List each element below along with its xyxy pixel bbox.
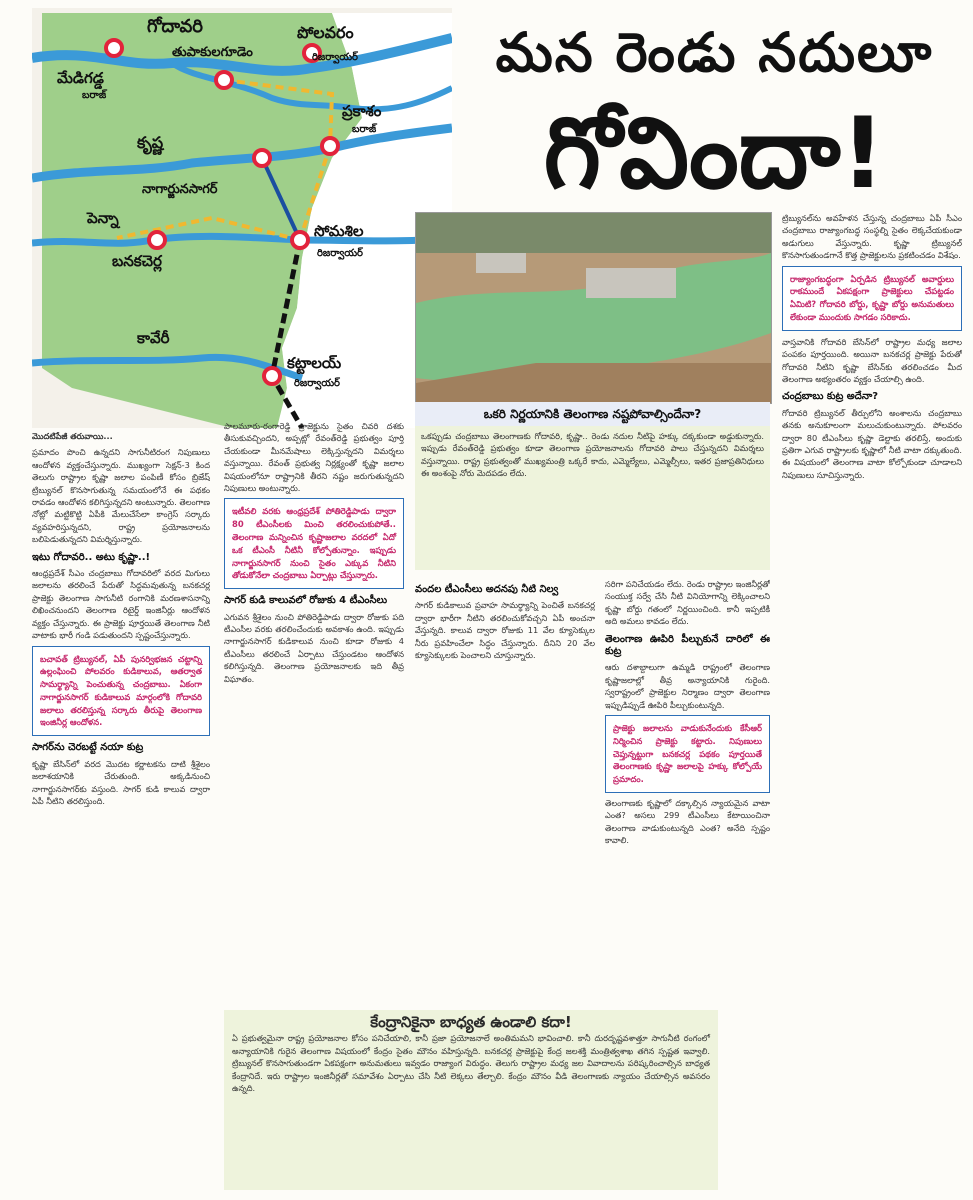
- label-prakasam: ప్రకాశం: [342, 102, 382, 120]
- project-photo: [415, 212, 772, 404]
- col1-lead: మొదటిపేజీ తరువాయి...: [32, 431, 113, 441]
- photo-caption: ఒకరి నిర్ణయానికి తెలంగాణ నష్టపోవాల్సిందేనా?: [415, 402, 770, 426]
- col2-highlight-box: ఇటీవలి వరకు ఆంధ్రప్రదేశ్ పోతిరెడ్డిపాడు ద్వారా 80 టీఎంసీలకు మించి తరలించుకుపోతే.. తెలంగాణ మన్నించిన కృష్ణాజలాల వరదలో ఏదో ఒక టీఎంసీ నీటినీ కోల్పోతున్నాం. ఇప్పుడు నాగార్జునసాగర్ నుంచి సైతం ఎక్కువ నీటిని తోడుకోనేలా చంద్రబాబు ఏర్పాట్లు చేస్తున్నారు.: [224, 498, 404, 589]
- label-medigadda: మేడిగడ్డ: [57, 69, 104, 87]
- col3-subhead1: వందల టీఎంసీలు అదనపు నీటి నిల్వ: [415, 584, 559, 595]
- col1-highlight-box: బచావత్ ట్రిబ్యునల్, ఏపీ పునర్విభజన చట్టాన్ని ఉల్లంఘించి పోలవరం కుడికాలువ, ఆతర్వాత సామర్థ్యాన్ని పెంచుతున్న చంద్రబాబు. ఏకంగా నాగార్జునసాగర్ కుడికాలువ మార్గంలోకి గోదావరి జలాలు తరలిస్తున్న సర్కారు తీరుపై తెలంగాణ ఇంజినీర్ల ఆందోళన.: [32, 646, 210, 737]
- label-godavari: గోదావరి: [147, 16, 203, 37]
- col4-subhead1: తెలంగాణ ఊపిరి పీల్చుకునే దారిలో ఈ కుట్ర: [605, 633, 770, 658]
- col5-para2: వాస్తవానికి గోదావరి బేసిన్‌లో రాష్ట్రాల మధ్య జలాల పంపకం పూర్తయింది. అయినా బనకచర్ల ప్రాజెక్టు పేరుతో గోదావరి నీటిని కృష్ణా బేసిన్‌కు తరలించడం మీద తెలంగాణ అభ్యంతరం వ్యక్తం చేయాల్సి ఉంది.: [782, 336, 962, 385]
- map-node-thupakulagudem: [216, 72, 232, 88]
- map-node-banakacherla: [149, 232, 165, 248]
- column-2: [224, 420, 404, 1005]
- center-box-body: ఏ ప్రభుత్వమైనా రాష్ట్ర ప్రయోజనాల కోసం పనిచేయాలి, కానీ ప్రజా ప్రయోజనాలే అంతిమమని భావించాలి. కానీ దురదృష్టవశాత్తూ సాగునీటి రంగంలో అన్యాయానికి గురైన తెలంగాణ విషయంలో కేంద్రం సైతం మౌనం వహిస్తున్నది. బనకచర్ల ప్రాజెక్టుపై కేంద్ర జలశక్తి మంత్రిత్వశాఖ తగిన స్పష్టత ఇవ్వాలి. ట్రిబ్యునల్ కొనసాగుతుండగా ఏకపక్షంగా అనుమతులు ఇవ్వడం రాజ్యాంగ విరుద్ధం. తెలుగు రాష్ట్రాల మధ్య జల వివాదాలను పరిష్కరించాల్సిన బాధ్యత కేంద్రానిదే. ఇరు రాష్ట్రాల ఇంజినీర్లతో సమావేశం ఏర్పాటు చేసి నీటి లెక్కలు తేల్చాలి. కేంద్రం మౌనం వీడి తెలంగాణకు న్యాయం చేయాల్సిన అవసరం ఉన్నది.: [232, 1033, 710, 1094]
- label-penna: పెన్నా: [87, 209, 119, 227]
- col2-para2: ఎగువన శ్రీశైలం నుంచి పోతిరెడ్డిపాడు ద్వారా రోజుకు పది టీఎంసీల వరకు తరలించేందుకు అవకాశం ఉంది. ఇప్పుడు నాగార్జునసాగర్ కుడికాలువ నుంచి కూడా రోజుకు 4 టీఎంసీలు తరలించే ఏర్పాటు చేస్తుండటం ఆందోళన కలిగిస్తున్నది. తెలంగాణ ప్రయోజనాలకు ఇది తీవ్ర విఘాతం.: [224, 611, 404, 684]
- map-node-kattalai: [264, 368, 280, 384]
- label-kattalai-sub: రిజర్వాయర్: [294, 378, 340, 389]
- col5-highlight-box: రాజ్యాంగబద్ధంగా ఏర్పడిన ట్రిబ్యునల్ అవార్డులు రాకముందే ఏకపక్షంగా ప్రాజెక్టులు చేపట్టడం ఏమిటి? గోదావరి బోర్డు, కృష్ణా బోర్డు అనుమతులు లేకుండా ముందుకు సాగడం సరికాదు.: [782, 266, 962, 331]
- map-node-prakasam: [322, 138, 338, 154]
- center-box: [224, 1010, 718, 1190]
- column-5: [782, 212, 962, 1192]
- label-nagarjunasagar: నాగార్జునసాగర్: [142, 182, 218, 197]
- col5-subhead1: చంద్రబాబు కుట్ర అదేనా?: [782, 391, 879, 403]
- col2-para1: పాలమూరు-రంగారెడ్డి ప్రాజెక్టును సైతం చివరి దశకు తీసుకువచ్చిందని, అప్పట్లో రేవంత్‌రెడ్డి ప్రభుత్వం పూర్తి చేయకుండా మీనమేషాలు లెక్కిస్తున్నదని విమర్శలు వస్తున్నాయి. రేవంత్ ప్రభుత్వ నిర్లక్ష్యంతో కృష్ణా జలాల విషయంలోనూ రాష్ట్రానికి తీరని నష్టం జరుగుతున్నదని నిపుణులు అంటున్నారు.: [224, 421, 404, 494]
- label-prakasam-sub: బరాజ్: [352, 124, 377, 135]
- headline-line2: గోవిందా!: [543, 97, 886, 211]
- column-3-top: [415, 426, 770, 570]
- col1-subhead2: సాగర్‌ను చెరబట్టే నయా కుట్ర: [32, 742, 144, 754]
- map-node-medigadda: [106, 40, 122, 56]
- col3-para1: ఒకప్పుడు చంద్రబాబు తెలంగాణకు గోదావరి, కృష్ణా.. రెండు నదుల నీటిపై హక్కు దక్కకుండా అడ్డుకున్నారు. ఇప్పుడు రేవంత్‌రెడ్డి ప్రభుత్వం కూడా తెలంగాణ ప్రయోజనాలను గోదావరి పాలు చేస్తున్నదని విమర్శలు వస్తున్నాయి. రాష్ట్ర ప్రభుత్వంతో ముఖ్యమంత్రి ఒక్కరే కాదు, ఎమ్మెల్యేలు, ఎమ్మెల్సీలు, ఇతర ప్రజాప్రతినిధులు ఈ అంశంపై నోరు మెదపడం లేదు.: [421, 431, 764, 479]
- headline: [462, 18, 967, 214]
- label-medigadda-sub: బరాజ్: [82, 90, 107, 101]
- col3-para2: సాగర్ కుడికాలువ ప్రవాహ సామర్థ్యాన్ని పెంచితే బనకచర్ల ద్వారా భారీగా నీటిని తరలించుకోవచ్చని ఏపీ అంచనా వేస్తున్నది. కాలువ ద్వారా రోజుకు 11 వేల క్యూసెక్కుల నీరు ప్రవహించేలా సిద్ధం చేస్తున్నారు. దీనిని 20 వేల క్యూసెక్కులకు పెంచాలని చూస్తున్నారు.: [415, 600, 595, 661]
- col1-para3: కృష్ణా బేసిన్‌లో వరద మొదట కర్ణాటకను దాటి శ్రీశైలం జలాశయానికి చేరుతుంది. అక్కడినుంచి నాగార్జునసాగర్‌కు వస్తుంది. సాగర్ కుడి కాలువ ద్వారా ఏపీ నీటిని తరలిస్తుంది.: [32, 758, 210, 806]
- col1-subhead1: ఇటు గోదావరి.. అటు కృష్ణా..!: [32, 551, 151, 563]
- label-kattalai: కట్టాలయ్: [287, 354, 342, 372]
- label-polavaram-sub: రిజర్వాయర్: [312, 52, 358, 63]
- col4-para3: తెలంగాణకు కృష్ణాలో దక్కాల్సిన న్యాయమైన వాటా ఎంత? అసలు 299 టీఎంసీలు కేటాయించినా తెలంగాణ వాడుకుంటున్నది ఎంత? అనేది స్పష్టం కావాలి.: [605, 798, 770, 846]
- label-kaveri: కావేరీ: [137, 329, 170, 347]
- col4-para2: ఆరు దశాబ్దాలుగా ఉమ్మడి రాష్ట్రంలో తెలంగాణ కృష్ణాజలాల్లో తీవ్ర అన్యాయానికి గురైంది. స్వరాష్ట్రంలో ప్రాజెక్టుల నిర్మాణం ద్వారా తెలంగాణ ఇప్పుడిప్పుడే ఊపిరి పీల్చుకుంటున్నది.: [605, 662, 770, 710]
- col5-para1: ట్రిబ్యునల్‌ను అవహేళన చేస్తున్న చంద్రబాబు ఏపీ సీఎం చంద్రబాబు రాజ్యాంగబద్ధ సంస్థల్ని సైతం లెక్కచేయకుండా అడుగులు వేస్తున్నారు. కృష్ణా ట్రిబ్యునల్ కొనసాగుతుండగానే కొత్త ప్రాజెక్టులను ప్రకటించడం విశేషం.: [782, 213, 962, 261]
- label-thupakulagudem: తుపాకులగూడెం: [172, 45, 253, 60]
- label-somasila: సోమశిల: [314, 222, 364, 240]
- col5-para3: గోదావరి ట్రిబ్యునల్ తీర్పులోని అంశాలను చంద్రబాబు తనకు అనుకూలంగా మలుచుకుంటున్నారు. పోలవరం ద్వారా 80 టీఎంసీలు కృష్ణా డెల్టాకు తరలిస్తే, అందుకు ప్రతిగా ఎగువ రాష్ట్రాలకు కృష్ణాలో నీటి వాటా దక్కుతుంది. ఈ విషయంలో తెలంగాణ వాటా కోల్పోకుండా చూడాలని నిపుణులు సూచిస్తున్నారు.: [782, 407, 962, 480]
- col4-highlight-box: ప్రాజెక్టు జలాలను వాడుకునేందుకు కేసీఆర్ నిర్మించిన ప్రాజెక్టు కట్టారు. నిపుణులు చెప్తున్నట్టుగా బనకచర్ల పథకం పూర్తయితే తెలంగాణకు కృష్ణా జలాలపై హక్కు కోల్పోయే ప్రమాదం.: [605, 715, 770, 793]
- headline-line1: మన రెండు నదులూ: [495, 21, 934, 84]
- label-banakacherla: బనకచెర్ల: [112, 252, 162, 270]
- col4-para1: సరిగా పనిచేయడం లేదు. రెండు రాష్ట్రాల ఇంజినీర్లతో సంయుక్త సర్వే చేసి నీటి వినియోగాన్ని లెక్కించాలని కృష్ణా బోర్డు గతంలో నిర్ణయించింది. కానీ ఇప్పటికీ అది అమలు కావడం లేదు.: [605, 579, 770, 627]
- map-node-somasila: [292, 232, 308, 248]
- map-node-nagarjunasagar: [254, 150, 270, 166]
- col1-para1: ప్రమాదం పొంచి ఉన్నదని సాగునీటిరంగ నిపుణులు ఆందోళన వ్యక్తంచేస్తున్నారు. ముఖ్యంగా సెక్షన్-3 కింద తెలుగు రాష్ట్రాల కృష్ణా జలాల పంపిణీ కోసం బ్రిజేష్ ట్రిబ్యునల్ కొనసాగుతున్న సమయంలోనే ఈ పథకం రావడం ఆందోళన కలిగిస్తున్నదని అంటున్నారు. తెలంగాణ నోట్లో మట్టికొట్టి ఏపీకి మేలుచేసేలా కాంగ్రెస్ సర్కారు వ్యవహరిస్తున్నదని, రాష్ట్ర ప్రయోజనాలను బలిపెడుతున్నదని విమర్శిస్తున్నారు.: [32, 447, 210, 545]
- col2-subhead1: సాగర్ కుడి కాలువలో రోజుకు 4 టీఎంసీలు: [224, 595, 388, 607]
- column-3: [415, 578, 595, 1003]
- label-polavaram: పోలవరం: [297, 23, 354, 42]
- label-krishna: కృష్ణ: [137, 133, 164, 152]
- label-somasila-sub: రిజర్వాయర్: [317, 248, 363, 259]
- col1-para2: ఆంధ్రప్రదేశ్ సీఎం చంద్రబాబు గోదావరిలో వరద మిగులు జలాలను తరలించే పేరుతో సిద్ధమవుతున్న బనకచర్ల ప్రాజెక్టు తెలంగాణ సాగునీటి రంగానికి మరణశాసనాన్ని లిఖించనుందని తెలంగాణ రిటైర్డ్ ఇంజినీర్లు ఆందోళన వ్యక్తం చేస్తున్నారు. ఈ ప్రాజెక్టు పూర్తయితే తెలంగాణ నీటి వాటాకు భారీ గండి పడుతుందని స్పష్టంచేస్తున్నారు.: [32, 568, 210, 641]
- column-1: [32, 430, 210, 1195]
- river-route-map: [32, 8, 452, 428]
- center-box-title: కేంద్రానికైనా బాధ్యత ఉండాలి కదా!: [370, 1013, 572, 1031]
